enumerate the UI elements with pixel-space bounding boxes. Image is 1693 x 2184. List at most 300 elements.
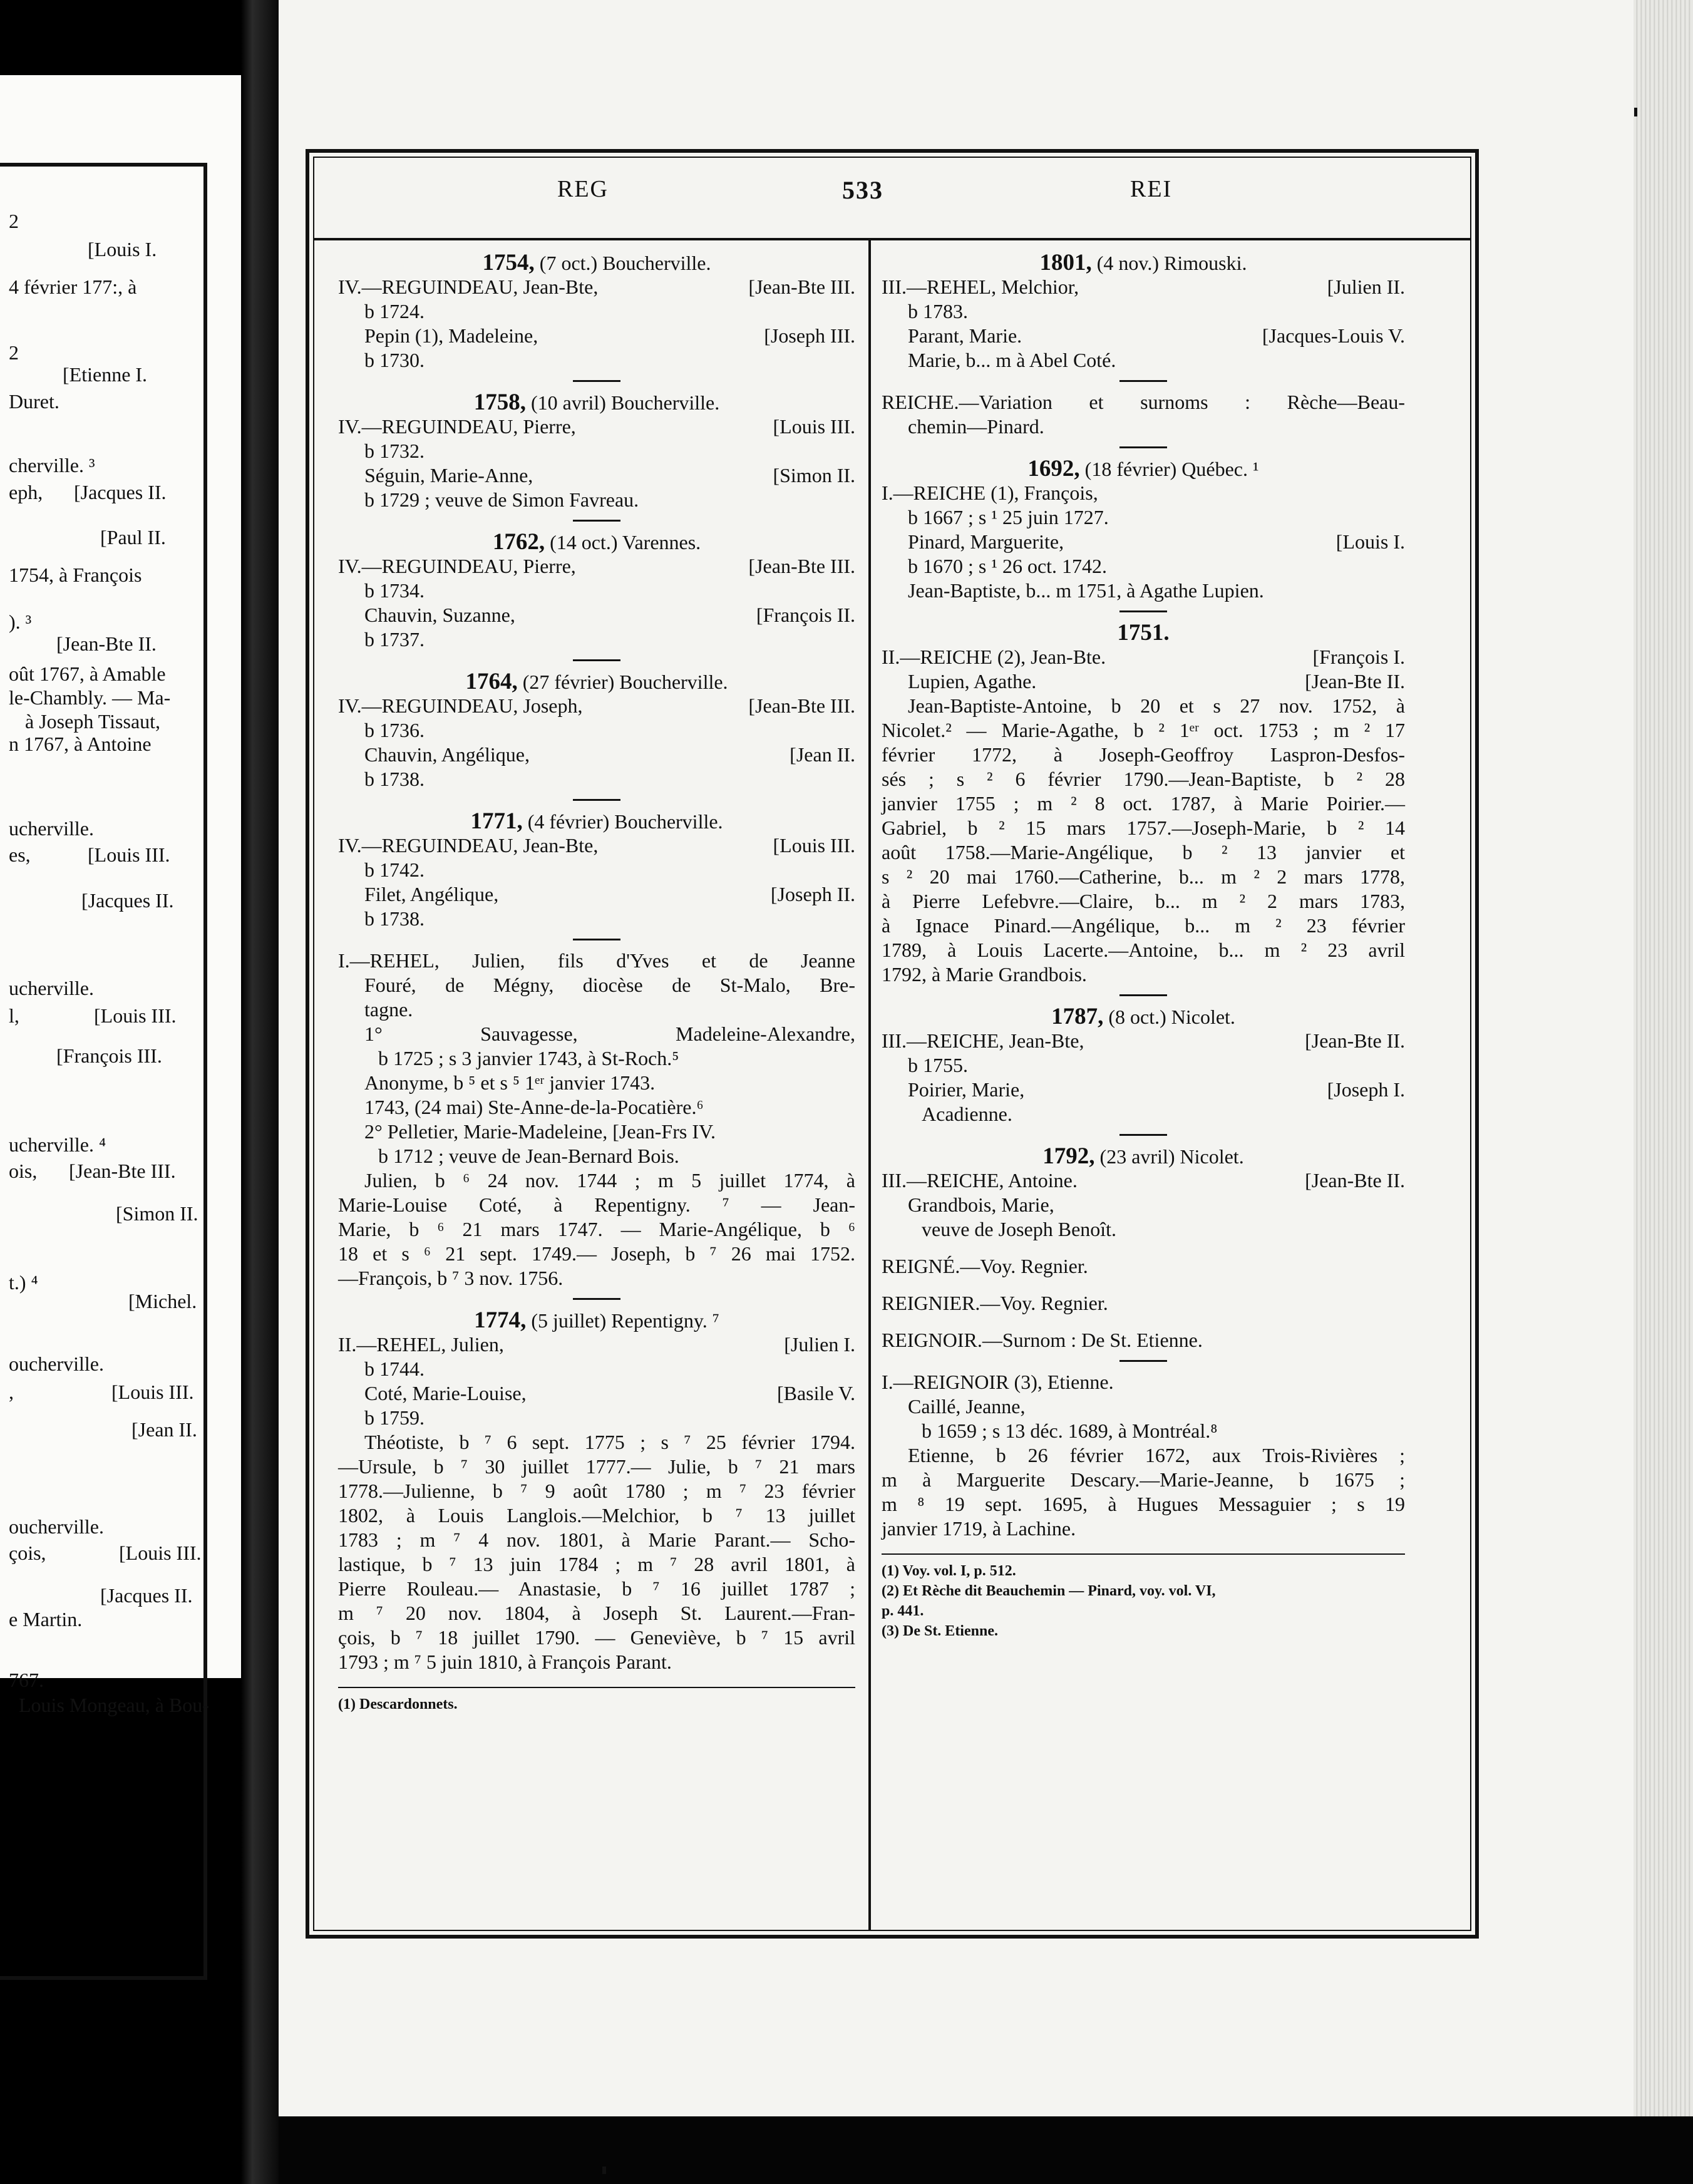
entry-text: b 1670 ; s ¹ 26 oct. 1742. bbox=[908, 555, 1108, 577]
entry-line bbox=[338, 439, 855, 463]
entry-line bbox=[338, 1625, 855, 1650]
left-page-line: [Louis III. bbox=[94, 1004, 177, 1027]
entry-text: m ⁷ 20 nov. 1804, à Joseph St. Laurent.—Fran- bbox=[338, 1602, 855, 1624]
left-page-line: t.) ⁴ bbox=[9, 1271, 38, 1294]
heading-year: 1762, bbox=[492, 529, 545, 555]
entry-line bbox=[882, 1254, 1405, 1279]
entry-line bbox=[882, 962, 1405, 987]
entry-separator bbox=[338, 931, 855, 949]
spacer bbox=[882, 1279, 1405, 1291]
entry-text: à Pierre Lefebvre.—Claire, b... m ² 2 mars 1783, bbox=[882, 890, 1405, 912]
entry-text: janvier 1719, à Lachine. bbox=[882, 1517, 1076, 1540]
parent-reference: [Jean-Bte II. bbox=[1305, 670, 1405, 693]
parent-reference: [Louis III. bbox=[773, 415, 855, 438]
entry-text: Chauvin, Angélique, bbox=[364, 743, 530, 766]
entry-line bbox=[882, 791, 1405, 816]
entry-text: Coté, Marie-Louise, bbox=[364, 1382, 527, 1404]
entry-line bbox=[882, 1492, 1405, 1517]
entry-line bbox=[882, 816, 1405, 840]
entry-line bbox=[882, 554, 1405, 579]
entry-line bbox=[338, 997, 855, 1022]
entry-line bbox=[338, 348, 855, 373]
heading-place: (5 juillet) Repentigny. ⁷ bbox=[526, 1309, 719, 1332]
entry-text: Pinard, Marguerite, bbox=[908, 530, 1064, 553]
entry-line bbox=[338, 743, 855, 767]
entry-text: b 1734. bbox=[364, 579, 425, 602]
entry-text: 1743, (24 mai) Ste-Anne-de-la-Pocatière.⁶ bbox=[364, 1096, 704, 1118]
entry-text: Filet, Angélique, bbox=[364, 883, 499, 905]
left-page-line: [Jacques II. bbox=[81, 889, 174, 912]
entry-text: Pepin (1), Madeleine, bbox=[364, 324, 538, 347]
left-column bbox=[338, 250, 855, 1714]
entry-text: b 1725 ; s 3 janvier 1743, à St-Roch.⁵ bbox=[378, 1047, 679, 1069]
entry-separator bbox=[338, 791, 855, 809]
scan-speck bbox=[1634, 108, 1637, 116]
left-page-fragment bbox=[0, 75, 241, 1716]
entry-line bbox=[882, 1328, 1405, 1352]
parent-reference: [Julien I. bbox=[784, 1333, 855, 1356]
parent-reference: [Jean-Bte III. bbox=[748, 555, 855, 577]
footnote: (2) Et Rèche dit Beauchemin — Pinard, voy. vol. VI, bbox=[882, 1583, 1216, 1599]
footnote: p. 441. bbox=[882, 1603, 924, 1619]
parent-reference: [Jean-Bte II. bbox=[1305, 1029, 1405, 1052]
entry-text: Lupien, Agathe. bbox=[908, 670, 1037, 693]
left-page-line: ois, bbox=[9, 1160, 38, 1182]
marriage-heading bbox=[338, 530, 855, 554]
running-head bbox=[313, 175, 1471, 225]
entry-text: REIGNÉ.—Voy. Regnier. bbox=[882, 1255, 1088, 1277]
entry-text: b 1732. bbox=[364, 440, 425, 462]
entry-line bbox=[338, 1503, 855, 1528]
left-page-line: n 1767, à Antoine bbox=[9, 733, 152, 755]
entry-text: Acadienne. bbox=[922, 1103, 1012, 1125]
entry-text: 1778.—Julienne, b ⁷ 9 août 1780 ; m ⁷ 23 février bbox=[338, 1480, 855, 1502]
left-page-line: 1754, à François bbox=[9, 564, 142, 586]
left-page-line: [Louis III. bbox=[111, 1381, 194, 1403]
marriage-heading bbox=[882, 456, 1405, 481]
entry-line bbox=[882, 743, 1405, 767]
entry-line bbox=[882, 840, 1405, 865]
entry-text: Poirier, Marie, bbox=[908, 1078, 1025, 1101]
left-page-line: [François III. bbox=[56, 1044, 162, 1067]
marriage-heading bbox=[338, 809, 855, 833]
entry-separator bbox=[338, 1290, 855, 1308]
entry-line bbox=[882, 348, 1405, 373]
entry-text: I.—REIGNOIR (3), Etienne. bbox=[882, 1371, 1114, 1393]
entry-separator bbox=[882, 1352, 1405, 1370]
entry-line bbox=[882, 505, 1405, 530]
entry-line bbox=[338, 1455, 855, 1479]
left-page-line: [Simon II. bbox=[116, 1202, 198, 1225]
entry-line bbox=[882, 1078, 1405, 1102]
entry-text: veuve de Joseph Benoît. bbox=[922, 1218, 1117, 1240]
running-head-left: REG bbox=[557, 176, 609, 202]
heading-year: 1692, bbox=[1027, 456, 1080, 482]
entry-text: Marie-Louise Coté, à Repentigny. ⁷ — Jean- bbox=[338, 1193, 855, 1216]
entry-line bbox=[882, 1053, 1405, 1078]
parent-reference: [Jacques-Louis V. bbox=[1262, 324, 1405, 347]
entry-text: Etienne, b 26 février 1672, aux Trois-Rivières ; bbox=[908, 1444, 1405, 1466]
entry-line bbox=[338, 973, 855, 997]
parent-reference: [Joseph II. bbox=[770, 883, 855, 905]
entry-text: sés ; s ² 6 février 1790.—Jean-Baptiste, b ² 28 bbox=[882, 768, 1405, 790]
entry-line bbox=[882, 889, 1405, 914]
parent-reference: [Julien II. bbox=[1327, 276, 1405, 298]
entry-line bbox=[882, 324, 1405, 348]
entry-text: m à Marguerite Descary.—Marie-Jeanne, b 1675 ; bbox=[882, 1468, 1405, 1491]
marriage-heading bbox=[882, 621, 1405, 645]
entry-line bbox=[882, 481, 1405, 505]
entry-line bbox=[338, 1552, 855, 1577]
entry-line bbox=[338, 1266, 855, 1290]
entry-line bbox=[882, 1370, 1405, 1394]
parent-reference: [Jean-Bte III. bbox=[748, 276, 855, 298]
entry-line bbox=[882, 865, 1405, 889]
entry-text: Chauvin, Suzanne, bbox=[364, 604, 515, 626]
entry-text: Nicolet.² — Marie-Agathe, b ² 1ᵉʳ oct. 1753 ; m ² 17 bbox=[882, 719, 1405, 741]
entry-text: III.—REICHE, Antoine. bbox=[882, 1169, 1078, 1192]
left-page-line: çois, bbox=[9, 1542, 46, 1564]
entry-text: février 1772, à Joseph-Geoffroy Laspron-Desfos- bbox=[882, 743, 1405, 766]
left-page-line: [Louis III. bbox=[88, 843, 170, 866]
entry-line bbox=[882, 1102, 1405, 1126]
entry-text: b 1729 ; veuve de Simon Favreau. bbox=[364, 488, 639, 511]
entry-text: II.—REHEL, Julien, bbox=[338, 1333, 504, 1356]
footnote-rule bbox=[882, 1553, 1405, 1555]
entry-text: 1802, à Louis Langlois.—Melchior, b ⁷ 13 juillet bbox=[338, 1504, 855, 1527]
entry-line bbox=[338, 1357, 855, 1381]
left-page-line: [Jean II. bbox=[131, 1418, 197, 1441]
footnote: (3) De St. Etienne. bbox=[882, 1623, 998, 1639]
left-page-line: ucherville. bbox=[9, 977, 94, 999]
entry-line bbox=[338, 1577, 855, 1601]
footnote: (1) Descardonnets. bbox=[338, 1696, 458, 1713]
left-page-line: le-Chambly. — Ma- bbox=[9, 686, 171, 709]
left-page-line: , bbox=[9, 1381, 14, 1403]
entry-text: çois, b ⁷ 18 juillet 1790. — Geneviève, b ⁷ 15 avril bbox=[338, 1626, 855, 1649]
parent-reference: [Louis I. bbox=[1335, 530, 1405, 553]
entry-text: Julien, b ⁶ 24 nov. 1744 ; m 5 juillet 1774, à bbox=[364, 1169, 855, 1192]
page-number: 533 bbox=[842, 176, 883, 204]
entry-line bbox=[882, 390, 1405, 415]
running-head-right: REI bbox=[1130, 176, 1173, 202]
left-page-line: ucherville. bbox=[9, 817, 94, 840]
header-rule bbox=[313, 238, 1471, 240]
heading-place: (27 février) Boucherville. bbox=[517, 671, 728, 693]
left-page-line: cherville. ³ bbox=[9, 454, 95, 476]
parent-reference: [Simon II. bbox=[773, 464, 855, 487]
entry-text: —François, b ⁷ 3 nov. 1756. bbox=[338, 1267, 563, 1289]
entry-line bbox=[882, 669, 1405, 694]
entry-text: Jean-Baptiste-Antoine, b 20 et s 27 nov. 1752, à bbox=[908, 694, 1405, 717]
entry-line bbox=[338, 1650, 855, 1674]
entry-line bbox=[882, 1394, 1405, 1419]
left-page-line: [Etienne I. bbox=[63, 363, 148, 386]
entry-text: REIGNIER.—Voy. Regnier. bbox=[882, 1292, 1108, 1314]
entry-text: b 1659 ; s 13 déc. 1689, à Montréal.⁸ bbox=[922, 1419, 1218, 1442]
entry-line bbox=[338, 1046, 855, 1071]
left-page-line: 767. bbox=[9, 1669, 44, 1691]
entry-text: Jean-Baptiste, b... m 1751, à Agathe Lupien. bbox=[908, 579, 1264, 602]
entry-line bbox=[338, 299, 855, 324]
entry-line bbox=[338, 1144, 855, 1168]
left-page-line: oucherville. bbox=[9, 1515, 104, 1538]
entry-text: 1792, à Marie Grandbois. bbox=[882, 963, 1087, 986]
heading-year: 1801, bbox=[1039, 250, 1092, 276]
entry-line bbox=[338, 1168, 855, 1193]
left-page-line: [Louis III. bbox=[119, 1542, 202, 1564]
entry-line bbox=[338, 324, 855, 348]
parent-reference: [Louis III. bbox=[773, 834, 855, 857]
marriage-heading bbox=[338, 250, 855, 275]
page-edges bbox=[1634, 0, 1693, 2184]
entry-text: b 1755. bbox=[908, 1054, 968, 1076]
left-page-line: eph, bbox=[9, 481, 43, 503]
marriage-heading bbox=[338, 390, 855, 415]
entry-line bbox=[338, 627, 855, 652]
entry-text: 2° Pelletier, Marie-Madeleine, [Jean-Frs IV. bbox=[364, 1120, 716, 1143]
entry-line bbox=[338, 415, 855, 439]
left-page-line: [Louis I. bbox=[88, 238, 157, 260]
entry-text: s ² 20 mai 1760.—Catherine, b... m ² 2 mars 1778, bbox=[882, 865, 1405, 888]
entry-line bbox=[338, 949, 855, 973]
entry-text: Parant, Marie. bbox=[908, 324, 1022, 347]
entry-separator bbox=[338, 373, 855, 390]
entry-text: 18 et s ⁶ 21 sept. 1749.— Joseph, b ⁷ 26 mai 1752. bbox=[338, 1242, 855, 1265]
entry-text: IV.—REGUINDEAU, Pierre, bbox=[338, 555, 576, 577]
entry-line bbox=[338, 1022, 855, 1046]
entry-text: III.—REHEL, Melchior, bbox=[882, 276, 1079, 298]
parent-reference: [Joseph III. bbox=[764, 324, 855, 347]
entry-line bbox=[882, 415, 1405, 439]
entry-line bbox=[338, 1479, 855, 1503]
entry-text: janvier 1755 ; m ² 8 oct. 1787, à Marie Poirier.— bbox=[882, 792, 1405, 815]
entry-line bbox=[338, 488, 855, 512]
entry-separator bbox=[882, 1126, 1405, 1144]
marriage-heading bbox=[882, 1144, 1405, 1168]
entry-line bbox=[338, 275, 855, 299]
entry-text: b 1667 ; s ¹ 25 juin 1727. bbox=[908, 506, 1109, 528]
entry-line bbox=[882, 1443, 1405, 1468]
entry-line bbox=[882, 1468, 1405, 1492]
heading-year: 1758, bbox=[473, 389, 526, 415]
entry-line bbox=[338, 1381, 855, 1406]
left-page-line: [Michel. bbox=[128, 1290, 197, 1312]
entry-line bbox=[338, 1430, 855, 1455]
entry-line bbox=[882, 914, 1405, 938]
entry-line bbox=[338, 694, 855, 718]
entry-line bbox=[338, 767, 855, 791]
left-page-line: 4 février 177:, à bbox=[9, 276, 137, 298]
entry-line bbox=[338, 1095, 855, 1120]
entry-text: Théotiste, b ⁷ 6 sept. 1775 ; s ⁷ 25 février 1794. bbox=[364, 1431, 855, 1453]
spacer bbox=[882, 1242, 1405, 1254]
left-page-line: Duret. bbox=[9, 390, 59, 413]
entry-line bbox=[338, 579, 855, 603]
marriage-heading bbox=[882, 250, 1405, 275]
heading-place: (8 oct.) Nicolet. bbox=[1103, 1006, 1235, 1028]
footnote-rule bbox=[338, 1687, 855, 1688]
left-page-line: l, bbox=[9, 1004, 19, 1027]
entry-text: b 1744. bbox=[364, 1357, 425, 1380]
left-page-line: [Jacques II. bbox=[74, 481, 167, 503]
entry-text: à Ignace Pinard.—Angélique, b... m ² 23 février bbox=[882, 914, 1405, 937]
parent-reference: [Jean-Bte III. bbox=[748, 694, 855, 717]
entry-line bbox=[338, 1601, 855, 1625]
entry-text: REIGNOIR.—Surnom : De St. Etienne. bbox=[882, 1329, 1203, 1351]
entry-text: I.—REHEL, Julien, fils d'Yves et de Jeanne bbox=[338, 949, 855, 972]
heading-year: 1792, bbox=[1042, 1143, 1095, 1169]
entry-text: b 1783. bbox=[908, 300, 968, 322]
entry-text: chemin—Pinard. bbox=[908, 415, 1044, 438]
entry-text: IV.—REGUINDEAU, Joseph, bbox=[338, 694, 583, 717]
entry-line bbox=[882, 1419, 1405, 1443]
entry-line bbox=[338, 463, 855, 488]
entry-line bbox=[338, 1120, 855, 1144]
heading-year: 1764, bbox=[465, 669, 518, 694]
book-spine bbox=[241, 0, 279, 2184]
heading-year: 1771, bbox=[470, 808, 523, 834]
entry-line bbox=[338, 718, 855, 743]
entry-text: Anonyme, b ⁵ et s ⁵ 1ᵉʳ janvier 1743. bbox=[364, 1071, 656, 1094]
entry-text: b 1742. bbox=[364, 858, 425, 881]
left-page-line: es, bbox=[9, 843, 31, 866]
entry-line bbox=[882, 299, 1405, 324]
entry-separator bbox=[882, 439, 1405, 456]
entry-line bbox=[882, 1029, 1405, 1053]
heading-place: (4 nov.) Rimouski. bbox=[1091, 252, 1247, 274]
left-page-line: [Jean-Bte II. bbox=[56, 632, 157, 655]
right-column bbox=[882, 250, 1405, 1641]
entry-line bbox=[338, 1528, 855, 1552]
marriage-heading bbox=[882, 1004, 1405, 1029]
entry-text: b 1738. bbox=[364, 907, 425, 930]
entry-line bbox=[338, 882, 855, 907]
entry-text: b 1724. bbox=[364, 300, 425, 322]
entry-line bbox=[882, 938, 1405, 962]
left-page-line: oucherville. bbox=[9, 1352, 104, 1375]
left-page-line: ucherville. ⁴ bbox=[9, 1133, 106, 1156]
entry-text: Fouré, de Mégny, diocèse de St-Malo, Bre- bbox=[364, 974, 855, 996]
entry-text: b 1712 ; veuve de Jean-Bernard Bois. bbox=[378, 1145, 679, 1167]
entry-separator bbox=[882, 603, 1405, 621]
entry-line bbox=[882, 1193, 1405, 1217]
entry-line bbox=[882, 275, 1405, 299]
heading-year: 1787, bbox=[1051, 1004, 1104, 1029]
entry-text: —Ursule, b ⁷ 30 juillet 1777.— Julie, b ⁷ 21 mars bbox=[338, 1455, 855, 1478]
left-page-line: [Jean-Bte III. bbox=[69, 1160, 176, 1182]
entry-text: b 1730. bbox=[364, 349, 425, 371]
left-page-line: Louis Mongeau, à Bou- bbox=[19, 1694, 209, 1716]
entry-text: Séguin, Marie-Anne, bbox=[364, 464, 533, 487]
entry-text: 1° Sauvagesse, Madeleine-Alexandre, bbox=[364, 1022, 855, 1045]
entry-line bbox=[338, 1332, 855, 1357]
entry-text: m ⁸ 19 sept. 1695, à Hugues Messaguier ; s 19 bbox=[882, 1493, 1405, 1515]
left-page-line: à Joseph Tissaut, bbox=[25, 710, 161, 733]
heading-year: 1754, bbox=[482, 250, 535, 276]
entry-line bbox=[882, 718, 1405, 743]
entry-line bbox=[338, 1406, 855, 1430]
heading-place: (7 oct.) Boucherville. bbox=[534, 252, 711, 274]
spacer bbox=[882, 1316, 1405, 1328]
entry-text: Marie, b... m à Abel Coté. bbox=[908, 349, 1116, 371]
heading-year: 1774, bbox=[474, 1307, 527, 1333]
entry-text: tagne. bbox=[364, 998, 413, 1021]
entry-text: b 1759. bbox=[364, 1406, 425, 1429]
entry-text: IV.—REGUINDEAU, Jean-Bte, bbox=[338, 276, 599, 298]
parent-reference: [François I. bbox=[1312, 646, 1405, 668]
entry-text: I.—REICHE (1), François, bbox=[882, 482, 1098, 504]
entry-text: Caillé, Jeanne, bbox=[908, 1395, 1026, 1418]
column-divider bbox=[868, 240, 871, 1931]
entry-text: 1793 ; m ⁷ 5 juin 1810, à François Parant. bbox=[338, 1651, 672, 1673]
entry-line bbox=[882, 1217, 1405, 1242]
entry-text: b 1737. bbox=[364, 628, 425, 651]
entry-line bbox=[338, 1193, 855, 1217]
parent-reference: [Basile V. bbox=[776, 1382, 855, 1404]
entry-text: III.—REICHE, Jean-Bte, bbox=[882, 1029, 1084, 1052]
left-page-line: e Martin. bbox=[9, 1608, 83, 1630]
entry-text: REICHE.—Variation et surnoms : Rèche—Beau- bbox=[882, 391, 1405, 413]
parent-reference: [Jean II. bbox=[790, 743, 855, 766]
entry-line bbox=[882, 579, 1405, 603]
scan-speck bbox=[602, 2166, 606, 2174]
entry-text: IV.—REGUINDEAU, Jean-Bte, bbox=[338, 834, 599, 857]
entry-line bbox=[338, 833, 855, 858]
entry-line bbox=[338, 858, 855, 882]
heading-place: (18 février) Québec. ¹ bbox=[1079, 458, 1259, 480]
parent-reference: [Joseph I. bbox=[1327, 1078, 1405, 1101]
left-page-line: ). ³ bbox=[9, 610, 32, 633]
bottom-margin bbox=[279, 2116, 1693, 2184]
entry-text: Marie, b ⁶ 21 mars 1747. — Marie-Angélique, b ⁶ bbox=[338, 1218, 855, 1240]
entry-line bbox=[882, 645, 1405, 669]
entry-text: lastique, b ⁷ 13 juin 1784 ; m ⁷ 28 avril 1801, à bbox=[338, 1553, 855, 1575]
entry-line bbox=[882, 767, 1405, 791]
heading-place: (10 avril) Boucherville. bbox=[526, 391, 720, 414]
parent-reference: [François II. bbox=[756, 604, 855, 626]
entry-separator bbox=[338, 652, 855, 669]
entry-text: 1789, à Louis Lacerte.—Antoine, b... m ² 23 avril bbox=[882, 939, 1405, 961]
marriage-heading bbox=[338, 669, 855, 694]
left-page-line: [Jacques II. bbox=[100, 1584, 193, 1607]
entry-text: Pierre Rouleau.— Anastasie, b ⁷ 16 juillet 1787 ; bbox=[338, 1577, 855, 1600]
entry-line bbox=[882, 530, 1405, 554]
entry-line bbox=[338, 554, 855, 579]
entry-line bbox=[882, 1517, 1405, 1541]
entry-line bbox=[882, 1291, 1405, 1316]
entry-separator bbox=[338, 512, 855, 530]
parent-reference: [Jean-Bte II. bbox=[1305, 1169, 1405, 1192]
entry-line bbox=[338, 907, 855, 931]
entry-text: Gabriel, b ² 15 mars 1757.—Joseph-Marie, b ² 14 bbox=[882, 816, 1405, 839]
heading-place: (23 avril) Nicolet. bbox=[1094, 1145, 1244, 1168]
entry-text: août 1758.—Marie-Angélique, b ² 13 janvier et bbox=[882, 841, 1405, 863]
entry-separator bbox=[882, 987, 1405, 1004]
left-page-line: oût 1767, à Amable bbox=[9, 662, 166, 685]
left-page-line: [Paul II. bbox=[100, 526, 166, 549]
entry-line bbox=[338, 603, 855, 627]
left-page-line: 2 bbox=[9, 210, 19, 232]
entry-line bbox=[338, 1242, 855, 1266]
marriage-heading bbox=[338, 1308, 855, 1332]
entry-text: b 1736. bbox=[364, 719, 425, 741]
heading-place: (4 février) Boucherville. bbox=[522, 810, 723, 833]
entry-text: II.—REICHE (2), Jean-Bte. bbox=[882, 646, 1106, 668]
left-page-line: 2 bbox=[9, 341, 19, 364]
entry-line bbox=[882, 694, 1405, 718]
entry-line bbox=[882, 1168, 1405, 1193]
